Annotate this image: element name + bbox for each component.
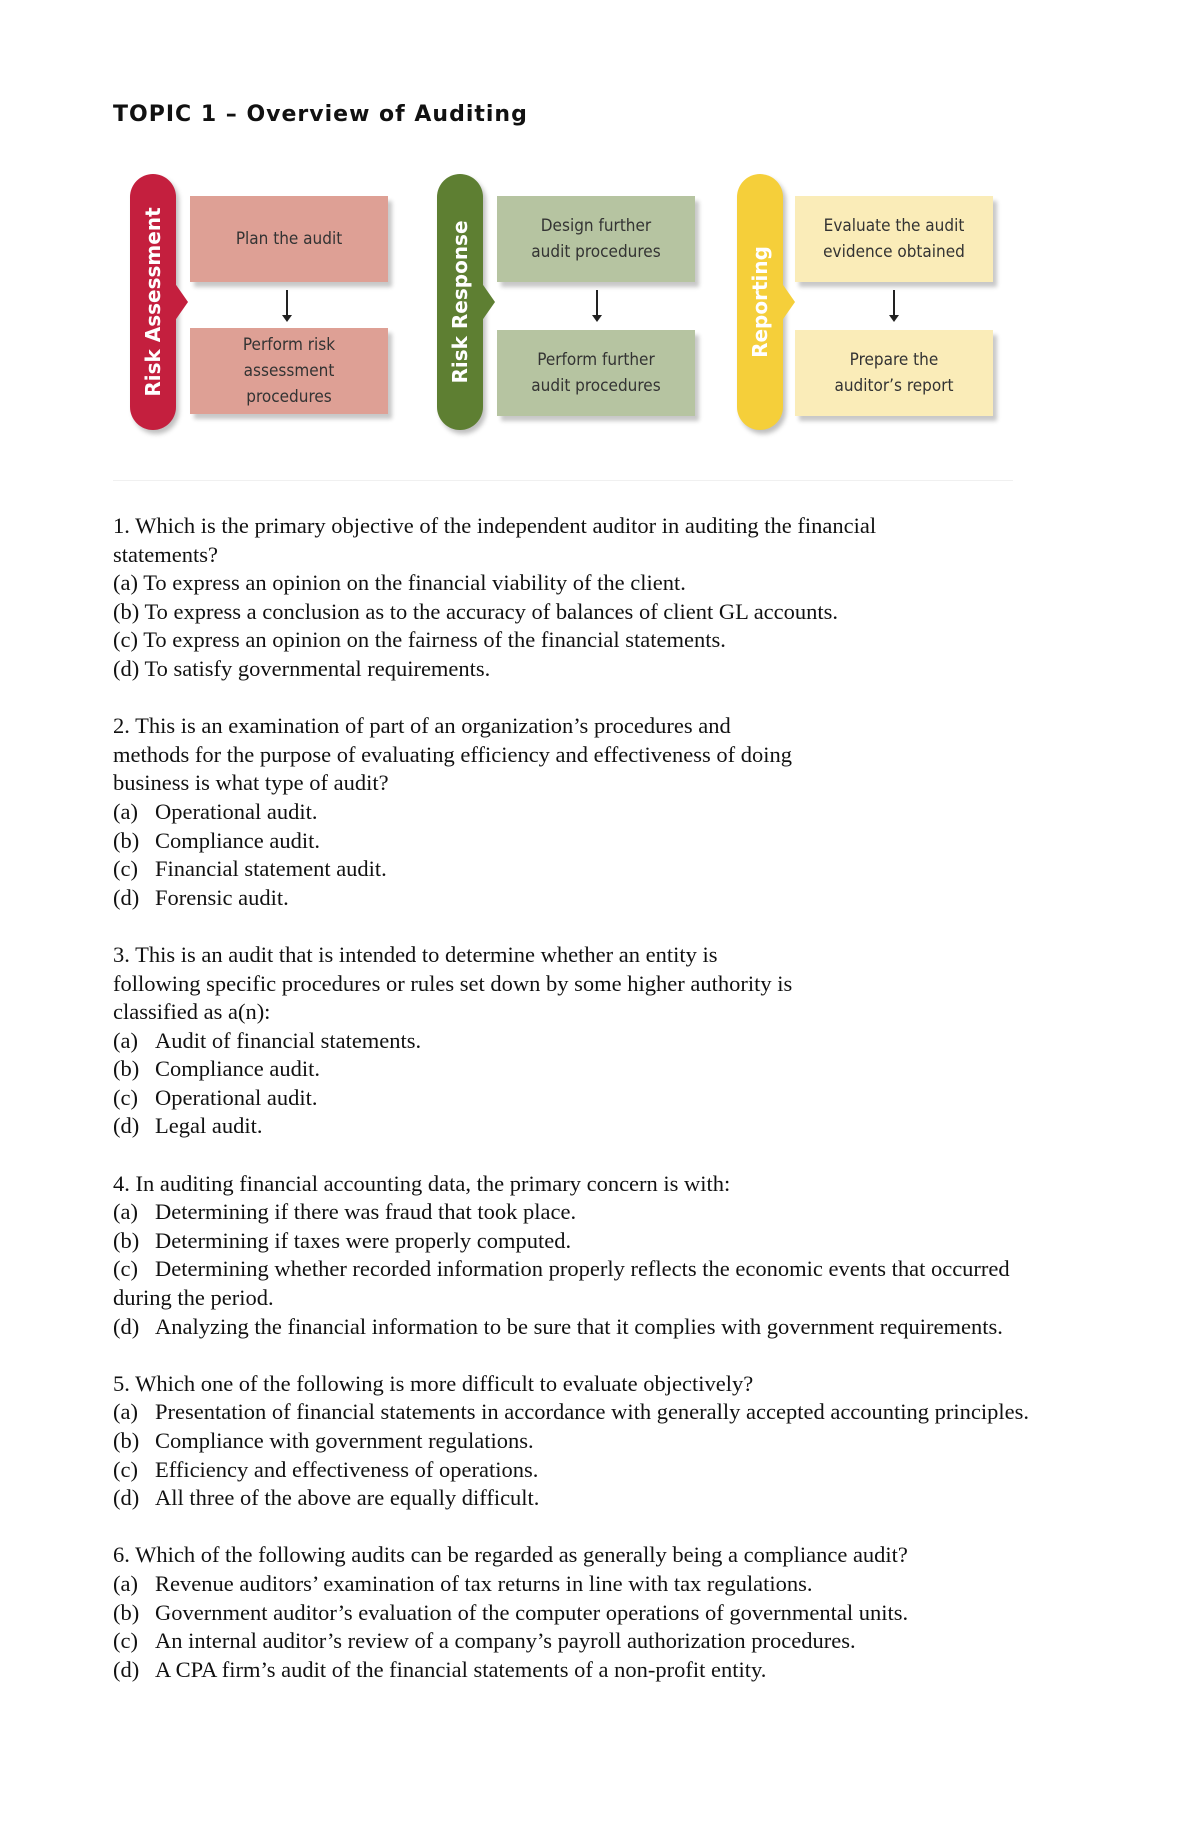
arrow-down-icon [286,290,288,316]
question-text [113,512,1043,541]
answer-option [113,1255,1043,1312]
option-key: (c) [113,1256,138,1282]
question-number: 5. [113,1370,130,1396]
option-key: (c) [113,1456,138,1482]
phase-risk-response [437,174,483,430]
question [113,1170,1043,1342]
option-text: Compliance audit. [155,827,320,853]
question-number: 4. [113,1170,130,1196]
answer-option [113,1599,1043,1628]
question-number: 1. [113,513,130,538]
question-text [113,941,1043,970]
option-key: (d) [113,655,140,681]
question [113,1370,1043,1513]
option-text: Forensic audit. [155,884,289,910]
option-text: Financial statement audit. [155,856,387,882]
question-line: methods for the purpose of evaluating efficiency and effectiveness of doing [113,741,792,767]
option-key: (d) [113,884,140,910]
option-text: To express an opinion on the financial viability of the client. [143,570,686,596]
phase-label: Risk Response [448,220,472,384]
divider [113,480,1013,481]
option-text: Determining whether recorded information properly reflects the economic events that occurred during the period. [113,1256,1010,1311]
diagram-box: Plan the audit [190,196,388,282]
question-text [113,998,1043,1027]
question-text [113,1370,1043,1399]
question-line: This is an examination of part of an organization’s procedures and [135,713,731,739]
option-text: Operational audit. [155,798,318,824]
option-key: (d) [113,1656,140,1682]
question-line: Which one of the following is more difficult to evaluate objectively? [135,1370,754,1396]
question-line: business is what type of audit? [113,770,389,796]
option-text: Presentation of financial statements in accordance with generally accepted accounting principles. [155,1399,1030,1425]
answer-option [113,569,1043,598]
option-text: Legal audit. [155,1113,263,1139]
option-key: (a) [113,1570,138,1596]
answer-option [113,655,1043,684]
answer-option [113,827,1043,856]
option-key: (b) [113,1227,140,1253]
question-text [113,1170,1043,1199]
question-number: 6. [113,1542,130,1568]
phase-label: Risk Assessment [141,207,165,397]
diagram-box: Perform risk assessment procedures [190,328,388,414]
answer-option [113,1570,1043,1599]
answer-option [113,598,1043,627]
option-text: Government auditor’s evaluation of the computer operations of governmental units. [155,1599,909,1625]
option-text: Determining if taxes were properly computed. [155,1227,572,1253]
answer-option [113,1484,1043,1513]
phase-label: Reporting [748,246,772,358]
answer-option [113,1456,1043,1485]
option-key: (b) [113,598,140,624]
option-text: An internal auditor’s review of a company’s payroll authorization procedures. [155,1628,856,1654]
question-line: following specific procedures or rules set down by some higher authority is [113,970,793,996]
option-text: Compliance with government regulations. [155,1428,534,1453]
option-key: (a) [113,1027,138,1053]
answer-option [113,1227,1043,1256]
answer-option [113,1656,1043,1685]
question [113,1541,1043,1684]
answer-option [113,1027,1043,1056]
answer-option [113,1112,1043,1141]
option-text: A CPA firm’s audit of the financial statements of a non-profit entity. [155,1656,767,1682]
option-key: (d) [113,1313,140,1339]
diagram-box: Prepare the auditor’s report [795,330,993,416]
option-text: To express a conclusion as to the accuracy of balances of client GL accounts. [144,598,839,624]
question-text [113,1541,1043,1570]
option-text: Analyzing the financial information to be sure that it complies with government requirements. [155,1313,1003,1339]
option-key: (b) [113,827,140,853]
option-key: (b) [113,1599,140,1625]
option-text: To satisfy governmental requirements. [144,655,491,681]
option-text: Operational audit. [155,1084,318,1110]
answer-option [113,1084,1043,1113]
option-key: (a) [113,570,138,596]
question-text [113,541,1043,570]
option-key: (b) [113,1056,140,1082]
question-text [113,970,1043,999]
question-line: statements? [113,541,218,567]
arrow-down-icon [596,290,598,316]
answer-option [113,1427,1043,1456]
question-line: Which of the following audits can be regarded as generally being a compliance audit? [135,1542,908,1568]
option-key: (a) [113,1199,138,1225]
question-line: Which is the primary objective of the independent auditor in auditing the financial [135,513,877,538]
answer-option [113,884,1043,913]
option-text: Compliance audit. [155,1056,320,1082]
question-line: In auditing financial accounting data, the primary concern is with: [135,1170,731,1196]
question [113,512,1043,684]
answer-option [113,1313,1043,1342]
question-text [113,769,1043,798]
option-key: (c) [113,856,138,882]
question-number: 2. [113,713,130,739]
option-key: (c) [113,1084,138,1110]
question [113,712,1043,912]
option-key: (d) [113,1113,140,1139]
option-text: Revenue auditors’ examination of tax returns in line with tax regulations. [155,1570,813,1596]
question-list [113,512,1043,1713]
answer-option [113,1055,1043,1084]
option-key: (b) [113,1428,140,1453]
option-text: Efficiency and effectiveness of operations. [155,1456,539,1482]
answer-option [113,855,1043,884]
question-text [113,741,1043,770]
answer-option [113,1198,1043,1227]
diagram-box: Perform further audit procedures [497,330,695,416]
answer-option [113,1627,1043,1656]
phase-reporting [737,174,783,430]
answer-option [113,626,1043,655]
diagram-box: Design further audit procedures [497,196,695,282]
question-line: This is an audit that is intended to determine whether an entity is [135,941,718,967]
option-text: To express an opinion on the fairness of the financial statements. [143,627,726,653]
page-title: TOPIC 1 – Overview of Auditing [113,102,528,127]
option-text: Audit of financial statements. [155,1027,422,1053]
arrow-down-icon [893,290,895,316]
question-text [113,712,1043,741]
option-key: (d) [113,1485,140,1511]
option-text: All three of the above are equally difficult. [155,1485,540,1511]
option-key: (a) [113,1399,138,1425]
option-key: (c) [113,1628,138,1654]
question-line: classified as a(n): [113,999,271,1025]
option-text: Determining if there was fraud that took place. [155,1199,577,1225]
answer-option [113,798,1043,827]
option-key: (a) [113,798,138,824]
answer-option [113,1398,1043,1427]
phase-risk-assessment [130,174,176,430]
option-key: (c) [113,627,138,653]
audit-process-diagram [0,0,1200,490]
question-number: 3. [113,941,130,967]
diagram-box: Evaluate the audit evidence obtained [795,196,993,282]
question [113,941,1043,1141]
